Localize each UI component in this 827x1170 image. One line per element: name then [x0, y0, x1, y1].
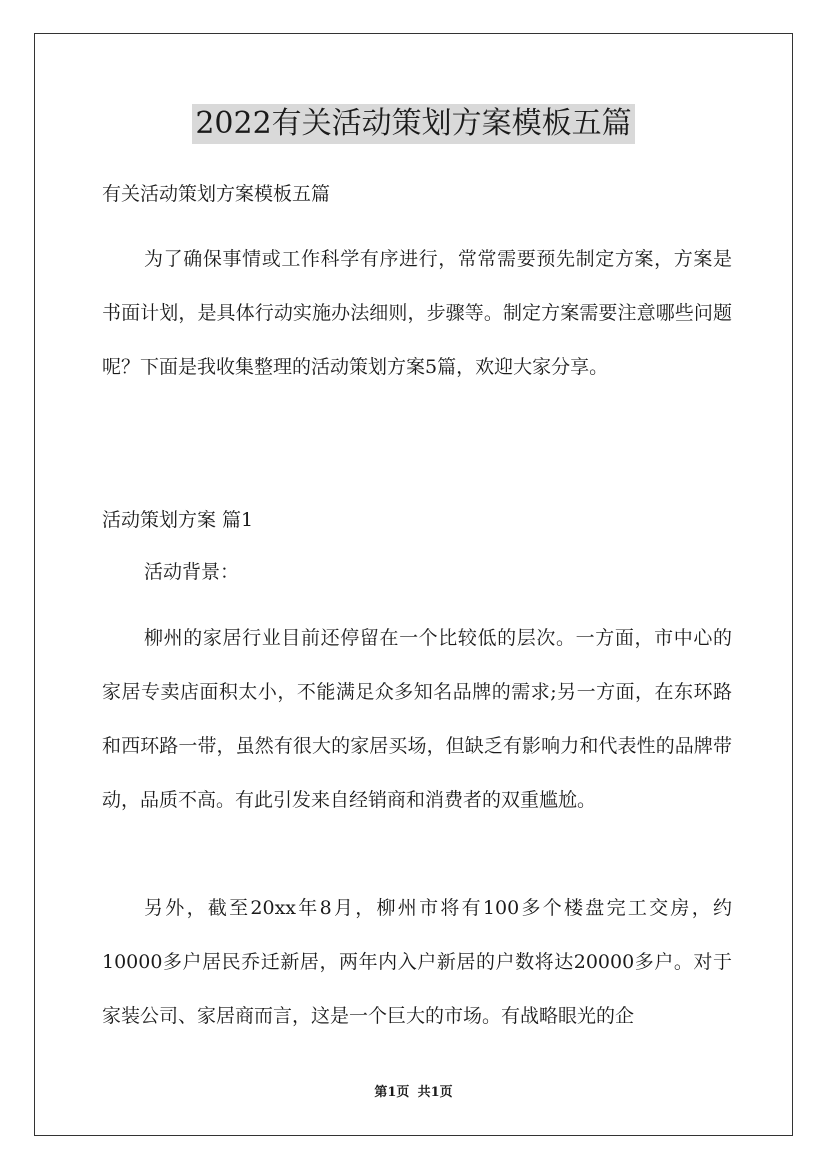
document-title: 2022有关活动策划方案模板五篇 — [192, 104, 634, 144]
background-label: 活动背景： — [144, 561, 240, 583]
intro-paragraph: 为了确保事情或工作科学有序进行，常常需要预先制定方案，方案是书面计划，是具体行动实施办法细则，步骤等。制定方案需要注意哪些问题呢？下面是我收集整理的活动策划方案5篇，欢迎大家分享。 — [102, 248, 732, 378]
document-subtitle: 有关活动策划方案模板五篇 — [102, 183, 331, 205]
body-paragraph-1: 柳州的家居行业目前还停留在一个比较低的层次。一方面，市中心的家居专卖店面积太小，不能满足众多知名品牌的需求;另一方面，在东环路和西环路一带，虽然有很大的家居买场，但缺乏有影响力和代表性的品牌带动，品质不高。有此引发来自经销商和消费者的双重尴尬。 — [102, 627, 732, 811]
page-total: 共1页 — [417, 1085, 453, 1100]
page-footer — [0, 1084, 827, 1102]
title-container — [0, 104, 827, 144]
section-heading: 活动策划方案 篇1 — [102, 509, 254, 531]
body-paragraph-2: 另外，截至20xx年8月，柳州市将有100多个楼盘完工交房，约10000多户居民乔迁新居，两年内入户新居的户数将达20000多户。对于家装公司、家居商而言，这是一个巨大的市场。有战略眼光的企 — [102, 897, 732, 1027]
page-number: 第1页 — [374, 1085, 410, 1100]
